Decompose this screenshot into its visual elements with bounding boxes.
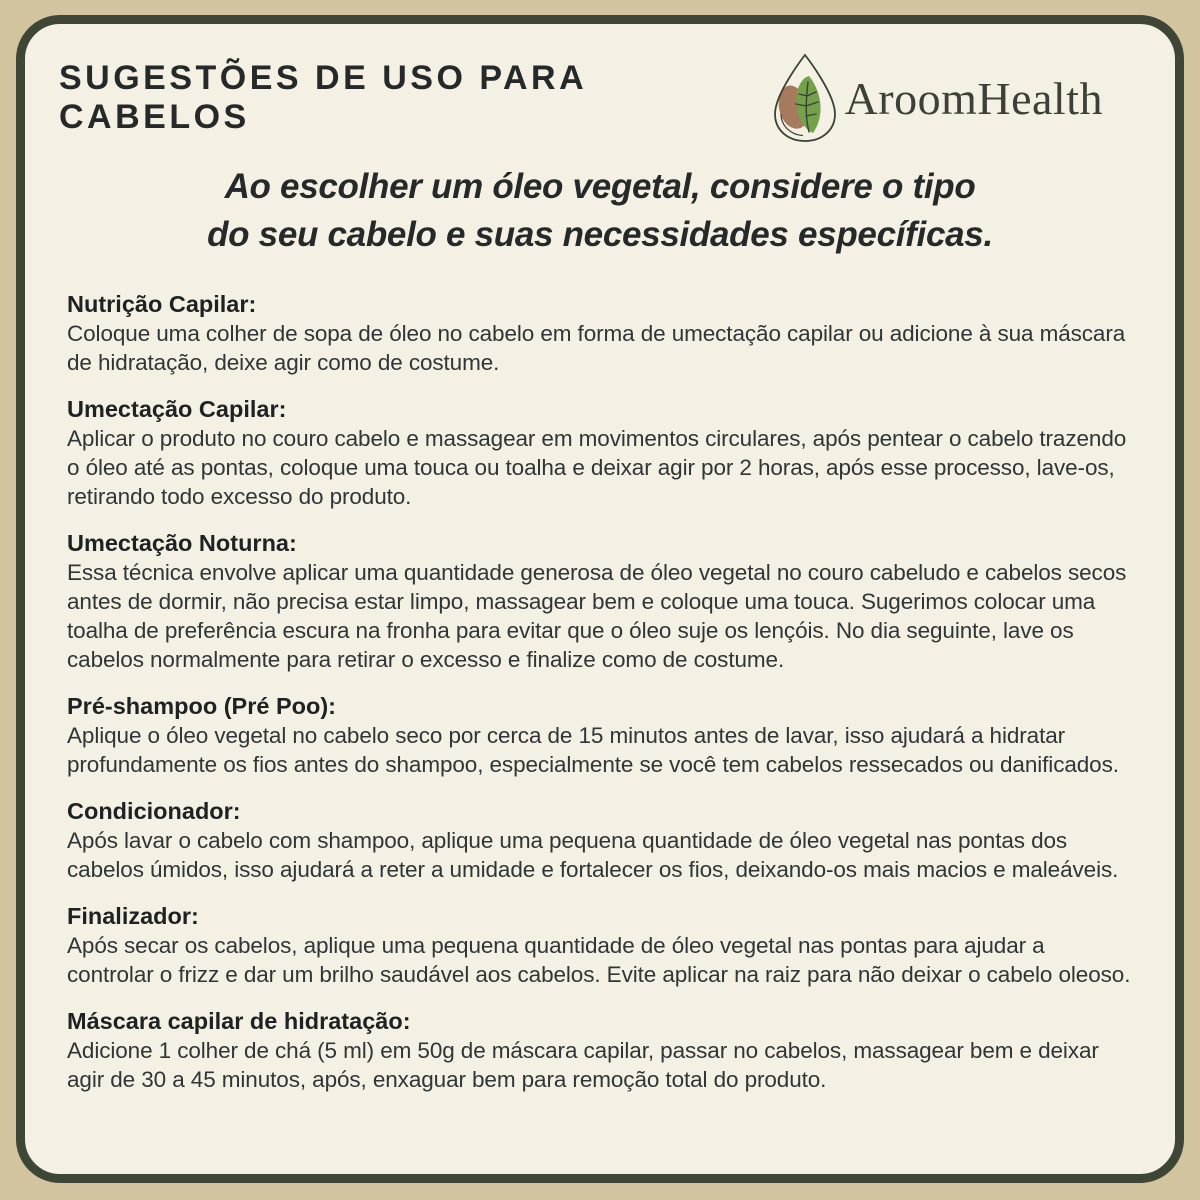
section-condicionador bbox=[67, 797, 1135, 884]
section-heading: Pré-shampoo (Pré Poo): bbox=[67, 693, 336, 719]
section-heading: Finalizador: bbox=[67, 903, 199, 929]
section-body: Essa técnica envolve aplicar uma quantidade generosa de óleo vegetal no couro cabeludo e cabelos secos antes de dormir, não precisa estar limpo, massagear bem e coloque uma touca. Sugerimos colocar uma toalha de preferência escura na fronha para evitar que o óleo suje os lençóis. No dia seguinte, lave os cabelos normalmente para retirar o excesso e finalize como de costume. bbox=[67, 560, 1127, 672]
section-pre-shampoo bbox=[67, 692, 1135, 779]
section-heading: Condicionador: bbox=[67, 798, 241, 824]
section-finalizador bbox=[67, 902, 1135, 989]
page-title: SUGESTÕES DE USO PARA CABELOS bbox=[59, 59, 586, 136]
droplet-leaf-icon bbox=[759, 52, 851, 144]
section-umectacao-capilar bbox=[67, 395, 1135, 511]
section-umectacao-noturna bbox=[67, 529, 1135, 674]
section-heading: Máscara capilar de hidratação: bbox=[67, 1008, 411, 1034]
infographic-card bbox=[16, 15, 1184, 1183]
header bbox=[59, 50, 1141, 146]
brand-logo bbox=[759, 52, 1103, 144]
section-body: Coloque uma colher de sopa de óleo no cabelo em forma de umectação capilar ou adicione à sua máscara de hidratação, deixe agir como de costume. bbox=[67, 321, 1126, 375]
section-heading: Nutrição Capilar: bbox=[67, 291, 257, 317]
section-body: Adicione 1 colher de chá (5 ml) em 50g de máscara capilar, passar no cabelos, massagear bem e deixar agir de 30 a 45 minutos, após, enxaguar bem para remoção total do produto. bbox=[67, 1038, 1099, 1092]
section-heading: Umectação Noturna: bbox=[67, 530, 297, 556]
section-body: Após lavar o cabelo com shampoo, aplique uma pequena quantidade de óleo vegetal nas pontas dos cabelos úmidos, isso ajudará a reter a umidade e fortalecer os fios, deixando-os mais macios e maleáveis. bbox=[67, 828, 1119, 882]
section-mascara-capilar bbox=[67, 1007, 1135, 1094]
section-body: Aplicar o produto no couro cabelo e massagear em movimentos circulares, após pentear o cabelo trazendo o óleo até as pontas, coloque uma touca ou toalha e deixar agir por 2 horas, após esse processo, lave-os, retirando todo excesso do produto. bbox=[67, 426, 1127, 509]
subtitle bbox=[59, 163, 1141, 259]
section-heading: Umectação Capilar: bbox=[67, 396, 287, 422]
subtitle-line-1: Ao escolher um óleo vegetal, considere o tipo bbox=[224, 167, 976, 206]
section-nutricao-capilar bbox=[67, 290, 1135, 377]
section-body: Após secar os cabelos, aplique uma pequena quantidade de óleo vegetal nas pontas para ajudar a controlar o frizz e dar um brilho saudável aos cabelos. Evite aplicar na raiz para não deixar o cabelo oleoso. bbox=[67, 933, 1131, 987]
subtitle-line-2: do seu cabelo e suas necessidades específicas. bbox=[207, 215, 993, 254]
brand-name: AroomHealth bbox=[844, 72, 1103, 124]
usage-sections bbox=[59, 290, 1141, 1094]
section-body: Aplique o óleo vegetal no cabelo seco por cerca de 15 minutos antes de lavar, isso ajudará a hidratar profundamente os fios antes do shampoo, especialmente se você tem cabelos ressecados ou danificados. bbox=[67, 723, 1119, 777]
